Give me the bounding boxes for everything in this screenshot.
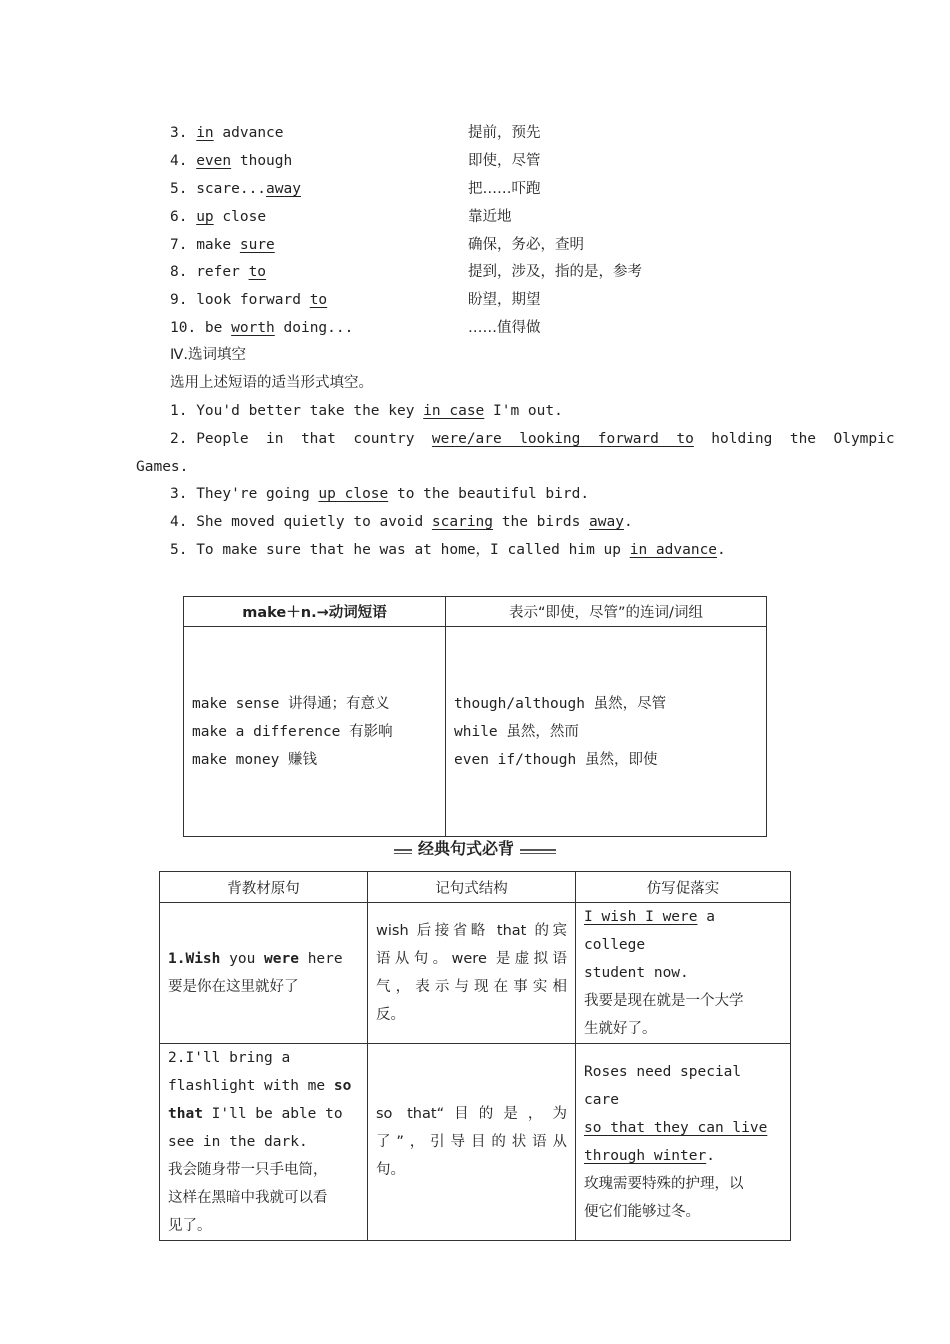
- phrase-num: 7.: [170, 237, 188, 253]
- phrase-blank: worth: [231, 320, 275, 336]
- phrase-num: 3.: [170, 125, 188, 141]
- phrase-pre: [187, 209, 196, 225]
- sentence-header: [160, 872, 368, 903]
- phrase-item: [170, 123, 284, 143]
- summary-right-body: [446, 627, 767, 837]
- bold-word: Wish: [185, 951, 221, 967]
- phrase-pre: [187, 153, 196, 169]
- structure-cell: [368, 903, 576, 1044]
- phrase-meaning: 把……吓跑: [468, 181, 541, 197]
- exercise-text: People in that country: [187, 431, 432, 447]
- summary-left-line: make money 赚钱: [192, 751, 318, 768]
- original-sentence: [168, 945, 359, 973]
- phrase-blank: to: [248, 264, 267, 280]
- phrase-pre: scare...: [187, 181, 267, 197]
- phrase-post: advance: [213, 125, 284, 141]
- imitation-answer: through winter: [584, 1148, 707, 1164]
- phrase-num: 9.: [170, 292, 188, 308]
- exercise-item: [170, 484, 589, 504]
- structure-line: so that“目的是，为: [376, 1106, 567, 1122]
- imitation-cell: [576, 1044, 791, 1241]
- summary-right-line: though/although 虽然，尽管: [454, 695, 667, 712]
- phrase-post: doing...: [274, 320, 354, 336]
- phrase-meaning: 提到，涉及，指的是，参考: [468, 264, 642, 280]
- original-translation: 我会随身带一只手电筒，: [168, 1162, 328, 1178]
- section-instruction: 选用上述短语的适当形式填空。: [170, 375, 373, 391]
- exercise-answer: in case: [423, 403, 485, 419]
- exercise-text: the birds: [493, 514, 590, 530]
- summary-right-line: while 虽然，然而: [454, 723, 579, 740]
- original-sentence-line: [168, 1072, 359, 1100]
- structure-line: 反。: [376, 1007, 405, 1023]
- exercise-text: .: [623, 514, 633, 530]
- exercise-text: She moved quietly to avoid: [187, 514, 432, 530]
- phrase-post: close: [213, 209, 267, 225]
- imitation-translation: 我要是现在就是一个大学: [584, 993, 744, 1009]
- phrase-blank: to: [309, 292, 328, 308]
- header-text: 背教材原句: [227, 880, 300, 897]
- phrase-pre: [187, 125, 196, 141]
- phrase-pre: look forward: [187, 292, 310, 308]
- exercise-item: [170, 401, 563, 421]
- sentence-text: I'll be able to: [202, 1106, 343, 1122]
- phrase-meaning: 即使，尽管: [468, 153, 541, 169]
- imitation-text: .: [706, 1148, 715, 1164]
- phrase-blank: sure: [239, 237, 275, 253]
- phrase-item: [170, 179, 301, 199]
- phrase-pre: make: [187, 237, 240, 253]
- phrase-num: 6.: [170, 209, 188, 225]
- phrase-meaning: ……值得做: [468, 320, 541, 336]
- exercise-num: 4.: [170, 514, 188, 530]
- sentence-text: you: [220, 951, 265, 967]
- exercise-item: [170, 512, 633, 532]
- bold-word: were: [264, 951, 299, 967]
- summary-right-head: [446, 597, 767, 627]
- summary-box: [183, 596, 767, 837]
- summary-left-head: [184, 597, 446, 627]
- imitation-answer: I wish I were: [584, 909, 698, 925]
- phrase-num: 8.: [170, 264, 188, 280]
- exercise-item: [170, 540, 726, 560]
- imitation-line: Roses need special care: [584, 1064, 742, 1108]
- phrase-pre: be: [196, 320, 232, 336]
- phrase-post: though: [231, 153, 293, 169]
- exercise-text: to the beautiful bird.: [388, 486, 590, 502]
- phrase-pre: refer: [187, 264, 249, 280]
- phrase-num: 5.: [170, 181, 188, 197]
- phrase-item: [170, 151, 292, 171]
- bold-word: so: [333, 1078, 352, 1094]
- table-row: [160, 1044, 791, 1241]
- bold-word: that: [168, 1106, 203, 1122]
- structure-cell: [368, 1044, 576, 1241]
- exercise-answer: up close: [318, 486, 389, 502]
- sentence-header: [368, 872, 576, 903]
- section-heading: Ⅳ.选词填空: [170, 347, 246, 363]
- imitation-line: student now.: [584, 965, 689, 981]
- summary-left-line: make sense 讲得通；有意义: [192, 695, 390, 712]
- header-text: 记句式结构: [435, 880, 508, 897]
- table-row: [160, 903, 791, 1044]
- phrase-meaning: 靠近地: [468, 209, 512, 225]
- imitation-line: [584, 1142, 782, 1170]
- phrase-item: [170, 290, 327, 310]
- original-translation: 这样在黑暗中我就可以看: [168, 1190, 328, 1206]
- structure-line: 气，表示与现在事实相: [376, 979, 567, 995]
- original-sentence-line: [168, 1100, 359, 1128]
- original-translation: 要是你在这里就好了: [168, 979, 299, 995]
- phrase-blank: away: [266, 181, 301, 197]
- section-title-bar: [394, 840, 556, 860]
- phrase-meaning: 盼望，期望: [468, 292, 541, 308]
- original-sentence-line: 2.I'll bring a: [168, 1050, 291, 1066]
- phrase-item: [170, 207, 266, 227]
- sentence-text: here: [298, 951, 343, 967]
- header-text: 仿写促落实: [646, 880, 720, 897]
- phrase-meaning: 确保，务必，查明: [468, 237, 584, 253]
- phrase-meaning: 提前，预先: [468, 125, 541, 141]
- exercise-text: holding the Olympic: [693, 431, 895, 447]
- exercise-answer: away: [589, 514, 624, 530]
- imitation-line: [584, 903, 782, 959]
- imitation-translation: 便它们能够过冬。: [584, 1204, 700, 1220]
- exercise-item: [170, 429, 895, 449]
- phrase-num: 10.: [170, 320, 197, 336]
- original-sentence-line: see in the dark.: [168, 1134, 308, 1150]
- imitation-cell: [576, 903, 791, 1044]
- original-sentence-cell: [160, 903, 368, 1044]
- exercise-text: .: [717, 542, 726, 558]
- summary-left-line: make a difference 有影响: [192, 723, 393, 740]
- exercise-answer: were/are looking forward to: [431, 431, 694, 447]
- exercise-text: They're going: [187, 486, 319, 502]
- exercise-text: You'd better take the key: [187, 403, 424, 419]
- exercise-text: To make sure that he was at home，I called him up: [187, 542, 630, 558]
- phrase-num: 4.: [170, 153, 188, 169]
- structure-line: 了”，引导目的状语从: [376, 1134, 567, 1150]
- imitation-text: a college: [584, 909, 715, 953]
- structure-line: wish 后接省略 that 的宾: [376, 923, 567, 939]
- exercise-answer: in advance: [629, 542, 718, 558]
- summary-right-head-text: 表示“即使，尽管”的连词/词组: [509, 605, 703, 621]
- phrase-blank: up: [196, 209, 214, 225]
- exercise-text: I'm out.: [484, 403, 563, 419]
- summary-left-body: [184, 627, 446, 837]
- exercise-num: 3.: [170, 486, 188, 502]
- exercise-answer: scaring: [431, 514, 494, 530]
- original-sentence-cell: [160, 1044, 368, 1241]
- sentence-table: [159, 871, 791, 1241]
- summary-right-line: even if/though 虽然，即使: [454, 751, 658, 768]
- summary-left-head-text: make＋n.→动词短语: [242, 605, 387, 621]
- exercise-continuation: Games.: [136, 459, 189, 475]
- phrase-blank: in: [196, 125, 214, 141]
- phrase-item: [170, 318, 353, 338]
- imitation-answer: so that they can live: [584, 1120, 768, 1136]
- exercise-num: 5.: [170, 542, 188, 558]
- imitation-translation: 生就好了。: [584, 1021, 657, 1037]
- imitation-translation: 玫瑰需要特殊的护理，以: [584, 1176, 744, 1192]
- phrase-blank: even: [196, 153, 232, 169]
- structure-line: 语从句。were 是虚拟语: [376, 951, 567, 967]
- phrase-item: [170, 235, 275, 255]
- section-title: 经典句式必背: [412, 838, 520, 860]
- exercise-num: 1.: [170, 403, 188, 419]
- structure-line: 句。: [376, 1162, 405, 1178]
- exercise-num: 2.: [170, 431, 188, 447]
- original-translation: 见了。: [168, 1218, 212, 1234]
- phrase-item: [170, 262, 266, 282]
- sentence-num: 1.: [168, 951, 186, 967]
- sentence-header: [576, 872, 791, 903]
- sentence-text: flashlight with me: [168, 1078, 334, 1094]
